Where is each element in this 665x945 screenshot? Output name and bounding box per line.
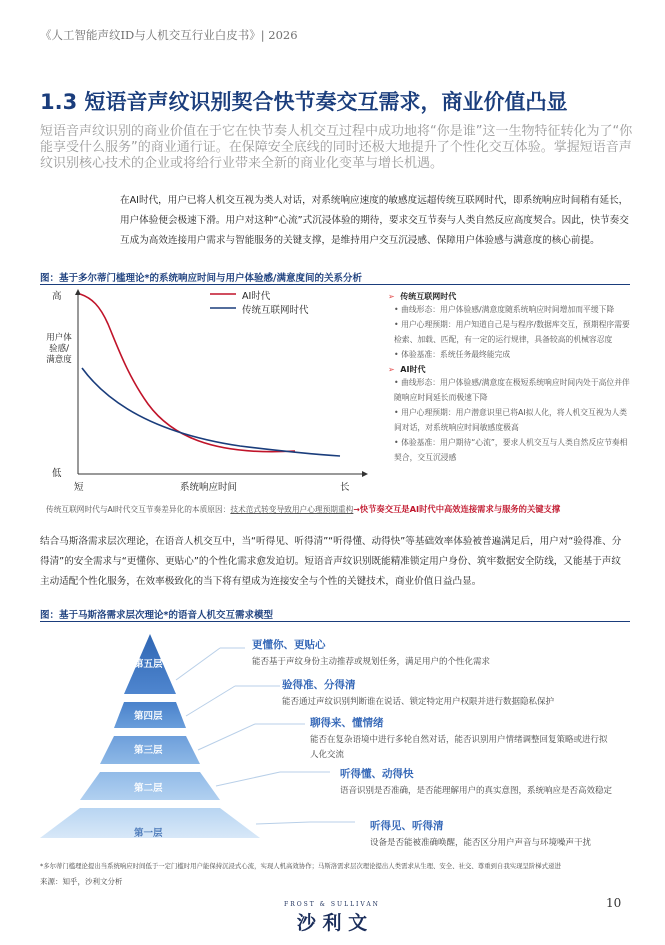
section-title: 1.3 短语音声纹识别契合快节奏交互需求，商业价值凸显 xyxy=(40,90,568,114)
traditional-era-item: • 用户心理预期：用户知道自己是与程序/数据库交互，预期程序需要检索、加载、匹配，有一定的运行规律，具备较高的机械容忍度 xyxy=(394,320,630,344)
pyramid-layer-1-connector xyxy=(256,822,310,824)
pyramid-layer-3-connector xyxy=(198,724,255,750)
x-axis-short: 短 xyxy=(74,482,84,493)
traditional-era-heading: ➢ 传统互联网时代 xyxy=(388,292,457,301)
ai-era-heading: ➢ AI时代 xyxy=(388,365,426,374)
legend-traditional-label: 传统互联网时代 xyxy=(242,305,309,316)
ai-era-item: • 用户心理预期：用户潜意识里已将AI拟人化，将人机交互视为人类间对话，对系统响应时间敏感度极高 xyxy=(394,408,628,432)
ai-era-curve xyxy=(80,294,295,452)
y-axis-label: 用户体验感/满意度 xyxy=(46,333,72,365)
figure-1-right-panel xyxy=(388,291,630,465)
source-note: 来源：知乎，沙利文分析 xyxy=(40,877,123,886)
traditional-era-item: • 体验基准：系统任务最终能完成 xyxy=(394,350,511,359)
pyramid-layer-5-connector xyxy=(176,648,220,680)
body-paragraph-1: 在AI时代，用户已将人机交互视为类人对话，对系统响应速度的敏感度远超传统互联网时代，即系统响应时间稍有延长，用户体验便会极速下滑。用户对这种“心流”式沉浸体验的期待，要求交互节奏与人类自然反应高度契合。因此，快节奏交互成为高效连接用户需求与智能服务的关键支撑，是维持用户交互沉浸感、保障用户体验感与满意度的核心前提。 xyxy=(120,195,629,246)
layer-2-desc: 语音识别是否准确，是否能理解用户的真实意图，系统响应是否高效稳定 xyxy=(340,786,613,796)
layer-2-title: 听得懂、动得快 xyxy=(340,768,414,780)
layer-4-title: 验得准、分得清 xyxy=(282,679,356,691)
layer-3-desc: 能否在复杂语境中进行多轮自然对话，能否识别用户情绪调整回复策略或进行拟人化交流 xyxy=(310,735,608,760)
brand-tagline: FROST & SULLIVAN xyxy=(284,901,380,908)
response-time-chart xyxy=(40,286,385,496)
brand-logo: 沙 利 文 xyxy=(296,912,368,934)
y-axis-low: 低 xyxy=(52,468,62,479)
layer-1-title: 听得见、听得清 xyxy=(370,820,444,832)
layer-5-title: 更懂你、更贴心 xyxy=(252,639,326,651)
layer-4-desc: 能否通过声纹识别判断谁在说话、锁定特定用户权限并进行数据隐私保护 xyxy=(282,697,555,707)
layer-5-desc: 能否基于声纹身份主动推荐或规划任务，满足用户的个性化需求 xyxy=(252,657,491,667)
legend-ai-label: AI时代 xyxy=(242,291,271,302)
arrow-right-icon: ➢ xyxy=(388,365,395,374)
arrow-right-icon: ➢ xyxy=(388,292,395,301)
figure-1-caption: 图：基于多尔蒂门槛理论*的系统响应时间与用户体验感/满意度间的关系分析 xyxy=(40,273,362,284)
traditional-era-item: • 曲线形态：用户体验感/满意度随系统响应时间增加而平缓下降 xyxy=(394,305,615,314)
traditional-era-curve xyxy=(82,368,340,456)
x-axis-label: 系统响应时间 xyxy=(180,482,238,493)
figure-2-caption: 图：基于马斯洛需求层次理论*的语音人机交互需求模型 xyxy=(40,610,273,621)
layer-3-title: 聊得来、懂情绪 xyxy=(310,717,384,729)
figure-1-footer: 传统互联网时代与AI时代交互节奏差异化的本质原因：技术范式转变导致用户心理预期重构→快节奏交互是AI时代中高效连接需求与服务的关键支撑 xyxy=(46,504,561,514)
x-axis-long: 长 xyxy=(340,482,350,493)
pyramid-layer-2-connector xyxy=(216,772,280,786)
page-number: 10 xyxy=(606,896,622,910)
pyramid-layer-4-connector xyxy=(186,686,235,716)
ai-era-item: • 体验基准：用户期待“心流”，要求人机交互与人类自然反应节奏相契合，交互沉浸感 xyxy=(394,438,628,462)
ai-era-item: • 曲线形态：用户体验感/满意度在极短系统响应时间内处于高位并伴随响应时间延长而极速下降 xyxy=(394,378,630,402)
footnote: *多尔蒂门槛理论提出当系统响应时间低于一定门槛时用户能保持沉浸式心流，实现人机高效协作；马斯洛需求层次理论提出人类需求从生理、安全、社交、尊重到自我实现呈阶梯式递进 xyxy=(40,862,561,870)
body-paragraph-2: 结合马斯洛需求层次理论，在语音人机交互中，当“听得见、听得清”“听得懂、动得快”等基础效率体验被普遍满足后，用户对“验得准、分得清”的安全需求与“更懂你、更贴心”的个性化需求愈发迫切。短语音声纹识别既能精准锁定用户身份、筑牢数据安全防线，又能基于声纹主动适配个性化服务，在效率极致化的当下将有望成为连接安全与个性的关键技术，商业价值日益凸显。 xyxy=(40,536,622,587)
y-axis-high: 高 xyxy=(52,291,62,302)
figure-1-rule xyxy=(40,284,630,285)
layer-1-desc: 设备是否能被准确唤醒，能否区分用户声音与环境噪声干扰 xyxy=(370,838,592,848)
report-header: 《人工智能声纹ID与人机交互行业白皮书》| 2026 xyxy=(40,28,298,42)
lead-paragraph: 短语音声纹识别的商业价值在于它在快节奏人机交互过程中成功地将“你是谁”这一生物特征转化为了“你能享受什么服务”的商业通行证。在保障安全底线的同时还极大地提升了个性化交互体验。掌握短语音声纹识别核心技术的企业或将给行业带来全新的商业化变革与增长机遇。 xyxy=(40,124,633,171)
